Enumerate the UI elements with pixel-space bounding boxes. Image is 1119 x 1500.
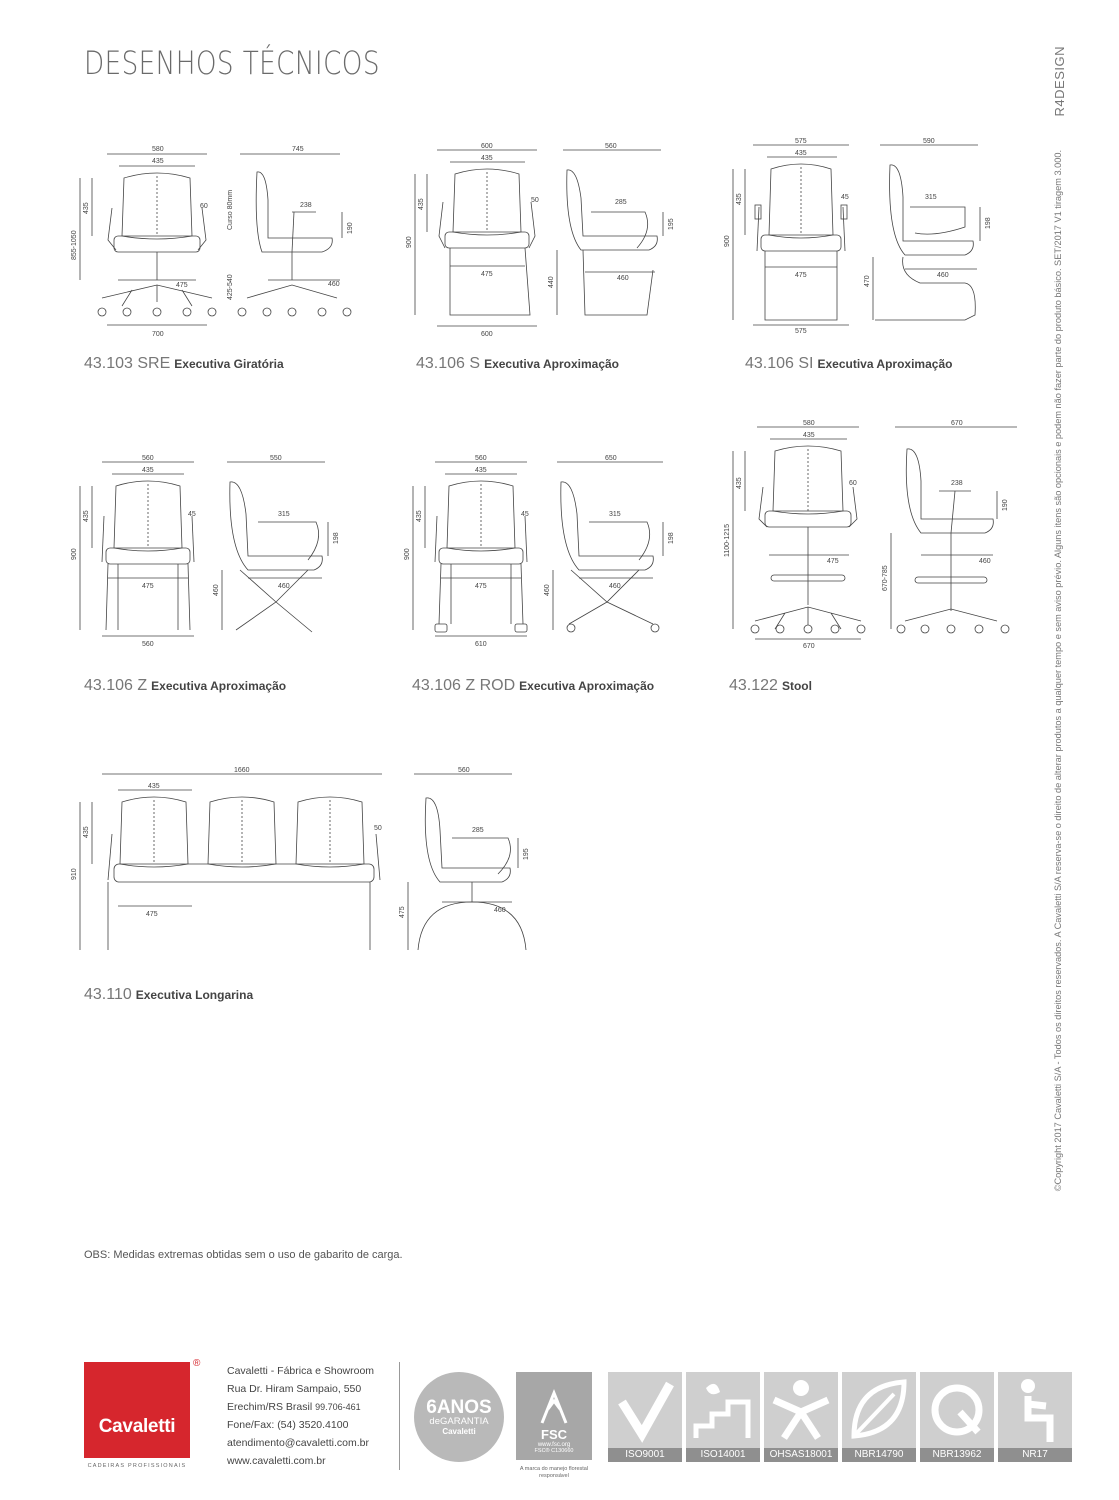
svg-text:Curso 80mm: Curso 80mm [227,189,234,230]
svg-text:900: 900 [71,548,78,560]
person-icon [764,1372,838,1448]
svg-text:650: 650 [605,455,617,462]
leaf-icon [842,1372,916,1448]
svg-text:475: 475 [146,911,158,918]
svg-text:460: 460 [278,583,290,590]
footer-divider [399,1362,400,1470]
svg-text:435: 435 [803,432,815,439]
checkmark-icon [608,1372,682,1448]
designer-brand: R4DESIGN [1052,46,1067,117]
quality-seal-icon [920,1372,994,1448]
drawing-43-110-longarina [72,762,542,962]
svg-text:475: 475 [176,282,188,289]
caption-43-122-stool: 43.122 Stool [729,677,812,694]
svg-text:435: 435 [142,467,154,474]
svg-text:475: 475 [399,906,406,918]
svg-text:475: 475 [827,558,839,565]
svg-text:700: 700 [152,331,164,338]
svg-text:50: 50 [531,197,539,204]
drawing-43-103-sre [71,140,362,338]
svg-text:600: 600 [481,143,493,150]
registered-mark: ® [193,1358,201,1369]
drawing-43-106-z-rod [405,452,685,652]
svg-text:460: 460 [494,907,506,914]
observation-note: OBS: Medidas extremas obtidas sem o uso de gabarito de carga. [84,1249,403,1261]
svg-text:475: 475 [142,583,154,590]
svg-text:435: 435 [736,477,743,489]
svg-text:475: 475 [475,583,487,590]
svg-text:1660: 1660 [234,767,250,774]
svg-text:910: 910 [71,868,78,880]
cert-iso9001: ISO9001 [608,1372,682,1462]
caption-43-110: 43.110 Executiva Longarina [84,986,254,1003]
svg-text:560: 560 [142,641,154,648]
svg-text:45: 45 [188,511,196,518]
svg-text:560: 560 [475,455,487,462]
svg-text:900: 900 [724,235,731,247]
svg-text:435: 435 [83,202,90,214]
drawing-43-106-z [72,452,362,652]
svg-text:460: 460 [979,558,991,565]
company-address: Cavaletti - Fábrica e Showroom Rua Dr. Hiram Sampaio, 550 Erechim/RS Brasil 99.706-461 Fone/Fax: (54) 3520.4100 atendimento@cavaletti.com.br www.cavaletti.com.br [227,1362,374,1470]
cert-nbr13962: NBR13962 [920,1372,994,1462]
svg-text:550: 550 [270,455,282,462]
page-title: DESENHOS TÉCNICOS [84,44,380,82]
svg-text:575: 575 [795,138,807,145]
cert-nbr14790: NBR14790 [842,1372,916,1462]
svg-text:470: 470 [864,275,871,287]
svg-text:315: 315 [609,511,621,518]
phone: Fone/Fax: (54) 3520.4100 [227,1419,349,1431]
cert-iso14001: ISO14001 [686,1372,760,1462]
svg-text:238: 238 [300,202,312,209]
drawing-43-106-si [725,135,1015,335]
svg-text:580: 580 [803,420,815,427]
svg-text:590: 590 [923,138,935,145]
svg-text:575: 575 [795,328,807,335]
svg-text:45: 45 [521,511,529,518]
svg-text:45: 45 [841,194,849,201]
svg-text:285: 285 [472,827,484,834]
svg-text:560: 560 [142,455,154,462]
fsc-tree-icon [534,1387,574,1427]
svg-text:190: 190 [347,222,354,234]
tagline: CADEIRAS PROFISSIONAIS [87,1463,187,1469]
svg-text:460: 460 [937,272,949,279]
website-link[interactable]: www.cavaletti.com.br [227,1455,326,1467]
svg-text:435: 435 [418,198,425,210]
caption-43-103-sre: 43.103 SRE Executiva Giratória [84,355,284,372]
svg-text:580: 580 [152,146,164,153]
cert-ohsas18001: OHSAS18001 [764,1372,838,1462]
warranty-badge: 6ANOS deGARANTIA Cavaletti [414,1372,504,1462]
svg-text:435: 435 [475,467,487,474]
svg-text:460: 460 [544,584,551,596]
svg-text:435: 435 [481,155,493,162]
svg-text:460: 460 [213,584,220,596]
svg-text:435: 435 [795,150,807,157]
fsc-note: A marca do manejo florestal responsável [519,1466,589,1479]
caption-43-106-z: 43.106 Z Executiva Aproximação [84,677,287,694]
svg-text:435: 435 [83,510,90,522]
cavaletti-logo: Cavaletti [84,1362,190,1458]
cert-nr17: NR17 [998,1372,1072,1462]
svg-text:435: 435 [83,826,90,838]
svg-text:475: 475 [795,272,807,279]
svg-text:435: 435 [736,193,743,205]
svg-text:198: 198 [333,532,340,544]
drawing-43-122-stool [725,415,1025,655]
svg-text:435: 435 [148,783,160,790]
svg-text:1100-1215: 1100-1215 [724,524,731,557]
svg-text:440: 440 [548,276,555,288]
caption-43-106-z-rod: 43.106 Z ROD Executiva Aproximação [412,677,655,694]
svg-text:560: 560 [605,143,617,150]
svg-text:670: 670 [803,643,815,650]
svg-text:670: 670 [951,420,963,427]
caption-43-106-s: 43.106 S Executiva Aproximação [416,355,620,372]
svg-text:600: 600 [481,331,493,338]
svg-text:315: 315 [278,511,290,518]
svg-text:610: 610 [475,641,487,648]
svg-text:435: 435 [152,158,164,165]
svg-text:900: 900 [404,548,411,560]
svg-text:190: 190 [1002,499,1009,511]
seated-person-icon [998,1372,1072,1448]
svg-text:475: 475 [481,271,493,278]
legal-notice: ©Copyright 2017 Cavaletti S/A - Todos os direitos reservados. A Cavaletti S/A reserva-se o direito de alterar produtos a qualquer tempo e sem aviso prévio. Alguns itens são opcionais e podem não fazer parte do produto básico. SET/2017 V1 tiragem 3.000. [1053,150,1063,1192]
svg-text:50: 50 [374,825,382,832]
svg-text:855-1050: 855-1050 [71,230,78,260]
svg-text:460: 460 [617,275,629,282]
svg-text:460: 460 [328,281,340,288]
svg-text:198: 198 [985,217,992,229]
fsc-badge: FSC www.fsc.org FSC® C130660 [516,1372,592,1460]
svg-text:435: 435 [416,510,423,522]
svg-text:60: 60 [200,203,208,210]
svg-text:745: 745 [292,146,304,153]
svg-text:900: 900 [406,236,413,248]
leaf-steps-icon [686,1372,760,1448]
svg-text:60: 60 [849,480,857,487]
svg-text:195: 195 [523,848,530,860]
svg-text:670-785: 670-785 [882,565,889,591]
svg-text:460: 460 [609,583,621,590]
svg-text:560: 560 [458,767,470,774]
svg-text:198: 198 [668,532,675,544]
svg-text:425-540: 425-540 [227,274,234,300]
email-link[interactable]: atendimento@cavaletti.com.br [227,1437,369,1449]
svg-text:238: 238 [951,480,963,487]
svg-text:315: 315 [925,194,937,201]
svg-text:195: 195 [668,218,675,230]
drawing-43-106-s [405,140,685,338]
caption-43-106-si: 43.106 SI Executiva Aproximação [745,355,953,372]
svg-text:285: 285 [615,199,627,206]
